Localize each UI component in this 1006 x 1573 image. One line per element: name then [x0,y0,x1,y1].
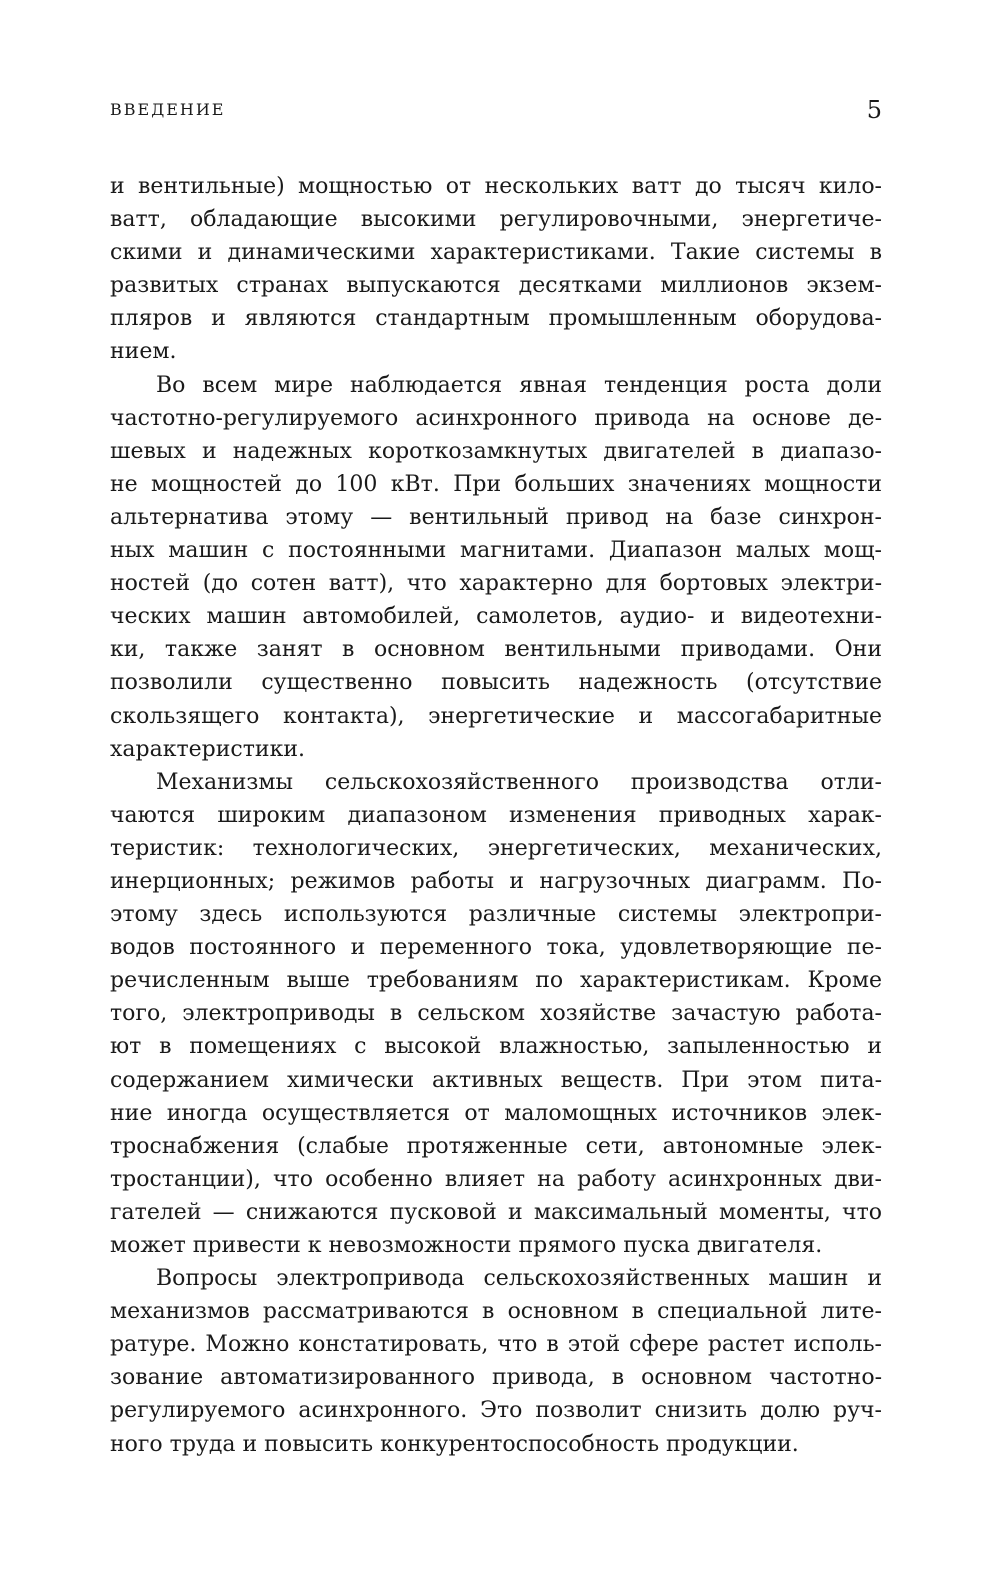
text-line: ют в помещениях с высокой влажностью, запыленностью и [110,1034,882,1060]
text-line: речисленным выше требованиям по характеристикам. Кроме [110,968,882,994]
text-line: чаются широким диапазоном изменения приводных харак- [110,802,882,828]
text-line: ческих машин автомобилей, самолетов, аудио- и видеотехни- [110,604,882,630]
text-line: зование автоматизированного привода, в основном частотно- [110,1365,882,1391]
text-line: этому здесь используются различные системы электропри- [110,902,882,928]
text-line: не мощностей до 100 кВт. При больших значениях мощности [110,471,882,497]
text-line: ного труда и повысить конкурентоспособность продукции. [110,1431,799,1457]
text-line: ных машин с постоянными магнитами. Диапазон малых мощ- [110,538,882,564]
text-line: гателей — снижаются пусковой и максимальный моменты, что [110,1199,882,1225]
text-line: скользящего контакта), энергетические и массогабаритные [110,703,882,729]
text-line: альтернатива этому — вентильный привод на базе синхрон- [110,504,882,530]
text-line: регулируемого асинхронного. Это позволит снизить долю руч- [110,1398,882,1424]
text-line: ватт, обладающие высокими регулировочными, энергетиче- [110,207,882,233]
text-body [110,170,882,1461]
text-line: содержанием химически активных веществ. При этом пита- [110,1067,882,1093]
paragraph [110,766,882,1262]
text-line: Во всем мире наблюдается явная тенденция роста доли [156,372,882,398]
text-line: инерционных; режимов работы и нагрузочных диаграмм. По- [110,868,882,894]
section-title: ВВЕДЕНИЕ [110,100,226,119]
text-line: может привести к невозможности прямого пуска двигателя. [110,1233,823,1258]
text-line: ки, также занят в основном вентильными приводами. Они [110,637,882,663]
paragraph [110,1262,882,1461]
running-head [110,98,882,128]
text-line: развитых странах выпускаются десятками миллионов экзем- [110,273,882,299]
text-line: ние иногда осуществляется от маломощных источников элек- [110,1100,882,1126]
text-line: Вопросы электропривода сельскохозяйственных машин и [156,1266,882,1292]
text-line: характеристики. [110,736,305,762]
page-number: 5 [866,96,882,124]
text-line: ратуре. Можно констатировать, что в этой сфере растет исполь- [110,1332,882,1358]
text-line: того, электроприводы в сельском хозяйстве зачастую работа- [110,1001,882,1027]
text-line: позволили существенно повысить надежность (отсутствие [110,670,882,696]
text-line: скими и динамическими характеристиками. Такие системы в [110,240,882,266]
text-line: нием. [110,339,177,365]
text-line: шевых и надежных короткозамкнутых двигателей в диапазо- [110,438,882,464]
paragraph [110,170,882,369]
text-line: частотно-регулируемого асинхронного привода на основе де- [110,405,882,431]
text-line: и вентильные) мощностью от нескольких ватт до тысяч кило- [110,174,882,199]
text-line: теристик: технологических, энергетических, механических, [110,835,882,861]
text-line: троснабжения (слабые протяженные сети, автономные элек- [110,1133,882,1159]
text-line: ностей (до сотен ватт), что характерно для бортовых электри- [110,571,882,597]
text-line: пляров и являются стандартным промышленным оборудова- [110,306,882,332]
text-line: тростанции), что особенно влияет на работу асинхронных дви- [110,1166,882,1192]
text-line: Механизмы сельскохозяйственного производства отли- [156,769,882,795]
text-line: водов постоянного и переменного тока, удовлетворяющие пе- [110,935,882,961]
text-line: механизмов рассматриваются в основном в специальной лите- [110,1299,882,1325]
paragraph [110,369,882,766]
